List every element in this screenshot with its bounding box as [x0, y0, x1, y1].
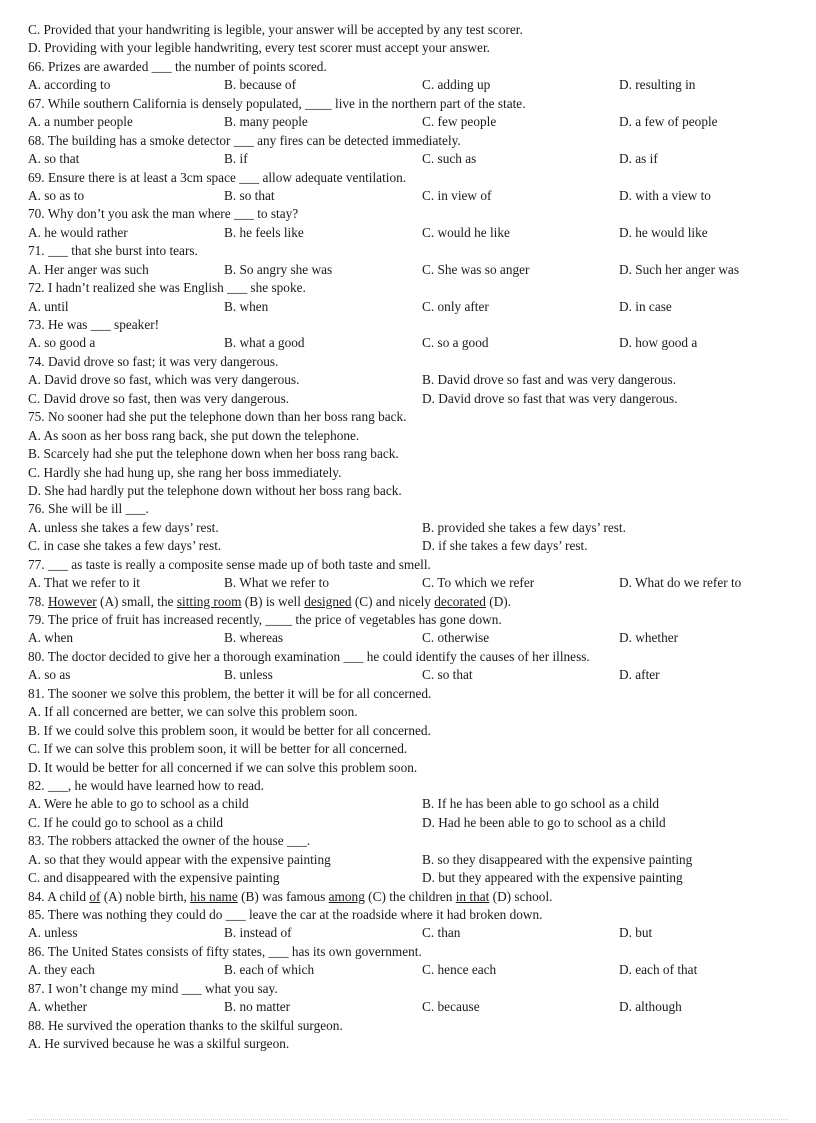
underlined-segment: sitting room: [176, 593, 242, 609]
underlined-segment: decorated: [434, 593, 486, 609]
answer-option: C. in view of: [422, 187, 492, 203]
answer-option: D. although: [619, 999, 682, 1015]
text-line: 88. He survived the operation thanks to the skilful surgeon.: [28, 1017, 343, 1033]
answer-option: B. provided she takes a few days’ rest.: [422, 519, 626, 535]
text-line: 73. He was ___ speaker!: [28, 317, 160, 332]
text-line: C. Hardly she had hung up, she rang her boss immediately.: [28, 464, 342, 480]
text-line: 83. The robbers attacked the owner of the house ___.: [28, 833, 311, 849]
answer-option: B. many people: [224, 114, 308, 130]
answer-option: D. but they appeared with the expensive painting: [422, 870, 683, 886]
answer-option: D. Such her anger was: [619, 261, 740, 277]
answer-option: B. each of which: [224, 962, 315, 978]
answer-option: B. If he has been able to go school as a child: [422, 796, 660, 812]
answer-options-row: [28, 519, 788, 537]
answer-options-row: [28, 113, 788, 131]
answer-option: B. he feels like: [224, 224, 304, 240]
answer-option: C. because: [422, 999, 480, 1015]
answer-options-row: [28, 224, 788, 242]
answer-option: B. so that: [224, 187, 275, 203]
answer-option: C. such as: [422, 151, 477, 167]
answer-option: B. whereas: [224, 630, 284, 646]
answer-option: A. unless: [28, 925, 78, 941]
underlined-segment: of: [89, 888, 101, 904]
answer-option: C. only after: [422, 298, 489, 314]
answer-option: B. because of: [224, 77, 296, 93]
text-line: C. If we can solve this problem soon, it will be better for all concerned.: [28, 741, 408, 757]
answer-option: A. until: [28, 298, 69, 314]
text-line: A. As soon as her boss rang back, she put down the telephone.: [28, 427, 360, 443]
text-line: A. If all concerned are better, we can solve this problem soon.: [28, 704, 358, 720]
answer-option: B. instead of: [224, 925, 292, 941]
text-segment: (A) small, the: [96, 593, 177, 609]
text-line: 66. Prizes are awarded ___ the number of points scored.: [28, 58, 327, 74]
text-segment: (D).: [485, 593, 512, 609]
answer-option: C. adding up: [422, 77, 491, 93]
answer-option: A. David drove so fast, which was very dangerous.: [28, 372, 300, 388]
answer-options-row: [28, 998, 788, 1016]
answer-options-row: [28, 334, 788, 352]
answer-options-row: [28, 187, 788, 205]
answer-options-row: [28, 574, 788, 592]
text-segment: (D) school.: [489, 888, 553, 904]
answer-options-row: [28, 851, 788, 869]
answer-options-row: [28, 629, 788, 647]
answer-option: A. they each: [28, 962, 95, 978]
answer-option: B. unless: [224, 667, 273, 683]
text-line: 71. ___ that she burst into tears.: [28, 243, 198, 259]
answer-option: C. If he could go to school as a child: [28, 814, 223, 830]
answer-option: A. so as to: [28, 187, 85, 203]
answer-option: B. David drove so fast and was very dangerous.: [422, 372, 677, 388]
answer-option: B. What we refer to: [224, 575, 329, 591]
answer-option: B. no matter: [224, 999, 291, 1015]
text-line: 87. I won’t change my mind ___ what you say.: [28, 980, 278, 996]
text-line: B. If we could solve this problem soon, it would be better for all concerned.: [28, 722, 431, 738]
answer-options-row: [28, 261, 788, 279]
answer-option: A. That we refer to it: [28, 575, 140, 591]
answer-option: A. he would rather: [28, 224, 128, 240]
answer-options-row: [28, 814, 788, 832]
text-segment: (C) and nicely: [351, 593, 435, 609]
answer-option: A. Her anger was such: [28, 261, 149, 277]
answer-option: D. as if: [619, 151, 658, 167]
text-line: 81. The sooner we solve this problem, the better it will be for all concerned.: [28, 685, 432, 701]
answer-option: B. So angry she was: [224, 261, 333, 277]
answer-options-row: [28, 371, 788, 389]
text-line: 69. Ensure there is at least a 3cm space ___ allow adequate ventilation.: [28, 169, 407, 185]
answer-option: C. so that: [422, 667, 473, 683]
answer-option: A. so that they would appear with the expensive painting: [28, 851, 331, 867]
answer-option: C. few people: [422, 114, 497, 130]
text-line: A. He survived because he was a skilful surgeon.: [28, 1036, 290, 1052]
text-segment: 78.: [28, 593, 48, 609]
answer-option: A. a number people: [28, 114, 133, 130]
answer-option: D. if she takes a few days’ rest.: [422, 538, 588, 554]
answer-option: D. each of that: [619, 962, 698, 978]
answer-options-row: [28, 150, 788, 168]
answer-option: D. What do we refer to: [619, 575, 742, 591]
answer-option: C. and disappeared with the expensive painting: [28, 870, 280, 886]
text-segment: (B) was famous: [237, 888, 329, 904]
text-line: 68. The building has a smoke detector ___ any fires can be detected immediately.: [28, 132, 461, 148]
answer-option: C. than: [422, 925, 461, 941]
exam-document: [28, 21, 788, 1054]
underlined-segment: among: [328, 888, 365, 904]
answer-option: A. whether: [28, 999, 88, 1015]
answer-option: A. so as: [28, 667, 71, 683]
answer-option: A. when: [28, 630, 74, 646]
answer-option: C. To which we refer: [422, 575, 535, 591]
answer-option: A. according to: [28, 77, 111, 93]
answer-option: B. what a good: [224, 335, 305, 351]
text-segment: 84. A child: [28, 888, 90, 904]
answer-option: D. but: [619, 925, 653, 941]
text-segment: (B) is well: [241, 593, 305, 609]
text-line: 75. No sooner had she put the telephone down than her boss rang back.: [28, 409, 407, 425]
text-line: C. Provided that your handwriting is legible, your answer will be accepted by any test scorer.: [28, 22, 523, 37]
text-line: 82. ___, he would have learned how to read.: [28, 777, 264, 793]
answer-option: B. so they disappeared with the expensive painting: [422, 851, 693, 867]
text-line: D. Providing with your legible handwriting, every test scorer must accept your answer.: [28, 40, 490, 56]
answer-options-row: [28, 666, 788, 684]
answer-option: A. Were he able to go to school as a child: [28, 796, 249, 812]
text-line: 77. ___ as taste is really a composite sense made up of both taste and smell.: [28, 556, 431, 572]
text-line: 85. There was nothing they could do ___ leave the car at the roadside where it had broken down.: [28, 907, 543, 922]
text-line: D. It would be better for all concerned if we can solve this problem soon.: [28, 759, 418, 775]
answer-options-row: [28, 76, 788, 94]
page-bottom-rule: [28, 1119, 788, 1120]
underlined-segment: in that: [455, 888, 490, 904]
answer-option: D. in case: [619, 298, 672, 314]
answer-options-row: [28, 298, 788, 316]
answer-options-row: [28, 869, 788, 887]
answer-options-row: [28, 537, 788, 555]
error-identification-line: [28, 593, 788, 611]
answer-option: C. hence each: [422, 962, 497, 978]
answer-option: C. so a good: [422, 335, 489, 351]
answer-option: A. so good a: [28, 335, 96, 351]
answer-option: D. after: [619, 667, 660, 683]
underlined-segment: his name: [190, 888, 238, 904]
text-segment: (A) noble birth,: [100, 888, 191, 904]
text-line: 86. The United States consists of fifty states, ___ has its own government.: [28, 943, 422, 959]
text-line: 72. I hadn’t realized she was English ___ she spoke.: [28, 280, 306, 296]
answer-option: A. unless she takes a few days’ rest.: [28, 519, 219, 535]
answer-options-row: [28, 795, 788, 813]
answer-option: C. David drove so fast, then was very dangerous.: [28, 390, 290, 406]
answer-option: D. how good a: [619, 335, 698, 351]
answer-option: D. a few of people: [619, 114, 718, 130]
answer-option: C. otherwise: [422, 630, 490, 646]
text-line: 74. David drove so fast; it was very dangerous.: [28, 353, 279, 369]
answer-options-row: [28, 390, 788, 408]
answer-option: D. Had he been able to go to school as a child: [422, 814, 666, 830]
answer-option: D. with a view to: [619, 187, 711, 203]
text-line: 80. The doctor decided to give her a thorough examination ___ he could identify the causes of her illness.: [28, 648, 590, 664]
answer-option: B. when: [224, 298, 269, 314]
answer-option: C. would he like: [422, 224, 510, 240]
text-line: 67. While southern California is densely populated, ____ live in the northern part of the state.: [28, 95, 526, 111]
answer-option: B. if: [224, 151, 248, 167]
answer-option: D. resulting in: [619, 77, 696, 93]
underlined-segment: designed: [304, 593, 352, 609]
answer-option: C. in case she takes a few days’ rest.: [28, 538, 222, 554]
answer-options-row: [28, 961, 788, 979]
text-line: 70. Why don’t you ask the man where ___ to stay?: [28, 206, 299, 222]
error-identification-line: [28, 888, 788, 906]
underlined-segment: However: [47, 593, 97, 609]
answer-option: C. She was so anger: [422, 261, 530, 277]
text-line: 76. She will be ill ___.: [28, 501, 149, 517]
answer-option: A. so that: [28, 151, 80, 167]
text-line: 79. The price of fruit has increased recently, ____ the price of vegetables has gone down.: [28, 612, 502, 627]
text-line: B. Scarcely had she put the telephone down when her boss rang back.: [28, 446, 399, 462]
answer-option: D. whether: [619, 630, 679, 646]
text-line: D. She had hardly put the telephone down without her boss rang back.: [28, 482, 402, 498]
answer-options-row: [28, 924, 788, 942]
answer-option: D. he would like: [619, 224, 708, 240]
text-segment: (C) the children: [364, 888, 456, 904]
answer-option: D. David drove so fast that was very dangerous.: [422, 390, 678, 406]
